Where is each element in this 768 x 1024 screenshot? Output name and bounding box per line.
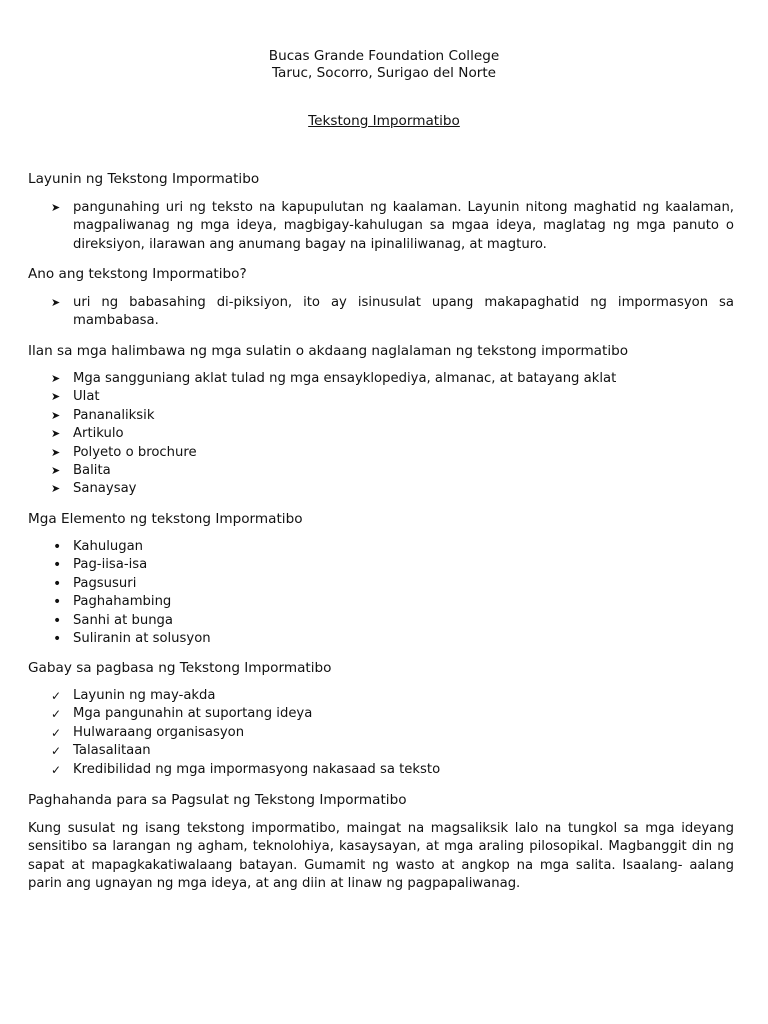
arrow-bullet-icon: ➤ [51, 408, 61, 422]
list-item: ✓ Mga pangunahin at suportang ideya [28, 705, 734, 723]
list-item: ➤ uri ng babasahing di-piksiyon, ito ay isinusulat upang makapaghatid ng impormasyon sa mambabasa. [51, 295, 734, 329]
section-heading: Paghahanda para sa Pagsulat ng Tekstong Impormatibo [28, 792, 407, 808]
section-halimbawa [28, 342, 734, 499]
section-heading: Mga Elemento ng tekstong Impormatibo [28, 511, 303, 527]
arrow-bullet-icon: ➤ [51, 201, 61, 214]
list-item: • Paghahambing [53, 594, 172, 611]
list-item: ✓ Talasalitaan [28, 742, 734, 760]
document-title: Tekstong Impormatibo [308, 113, 460, 129]
check-bullet-icon: ✓ [51, 762, 62, 777]
list-item: ➤ Sanaysay [28, 480, 734, 498]
section-heading: Layunin ng Tekstong Impormatibo [28, 171, 260, 187]
body-paragraph: Kung susulat ng isang tekstong impormatibo, maingat na magsaliksik lalo na tungkol sa mga ideyang sensitibo sa larangan ng agham, teknolohiya, kasaysayan, at mga araling pilosopikal. Magbanggit din ng sapat at mapagkakatiwalaang batayan. Gumamit ng wasto at angkop na mga salita. Isaalang- aalang parin ang ugnayan ng mga ideya, at ang diin at linaw ng pagpapaliwanag. [28, 821, 734, 892]
dot-bullet-icon: • [53, 539, 62, 555]
list-item: ➤ pangunahing uri ng teksto na kapupulutan ng kaalaman. Layunin nitong maghatid ng kaalaman, magpaliwanag ng mga ideya, magbigay-kahulugan sa mgaa ideya, maglatag ng mga panuto o direksiyon, ilarawan ang anumang bagay na ipinaliliwanag, at magturo. [51, 200, 734, 252]
section-elemento [28, 510, 734, 648]
check-bullet-icon: ✓ [51, 725, 62, 740]
elemento-list [28, 538, 734, 648]
gabay-list [28, 687, 734, 779]
arrow-bullet-icon: ➤ [51, 464, 61, 478]
dot-bullet-icon: • [53, 594, 62, 611]
list-item: • Pag-iisa-isa [53, 557, 148, 574]
list-item: ➤ Artikulo [28, 425, 734, 443]
section-ano [28, 265, 734, 331]
institution-name: Bucas Grande Foundation College [268, 48, 500, 64]
list-item: • Pagsusuri [53, 575, 137, 592]
list-item: ➤ Ulat [28, 388, 734, 406]
section-heading: Gabay sa pagbasa ng Tekstong Impormatibo [28, 660, 332, 676]
arrow-bullet-icon: ➤ [51, 427, 61, 441]
halimbawa-list [28, 370, 734, 499]
section-gabay [28, 659, 734, 779]
dot-bullet-icon: • [53, 575, 62, 592]
list-item: • Kahulugan [53, 539, 144, 555]
check-bullet-icon: ✓ [51, 744, 62, 759]
institution-header [0, 48, 768, 82]
list-item: ➤ Pananaliksik [28, 407, 734, 425]
section-paghahanda [28, 791, 734, 894]
dot-bullet-icon: • [53, 557, 62, 574]
list-item: ➤ Mga sangguniang aklat tulad ng mga ensayklopediya, almanac, at batayang aklat [28, 370, 734, 388]
section-layunin [28, 170, 734, 254]
list-item: ➤ Polyeto o brochure [28, 444, 734, 462]
list-item: ✓ Layunin ng may-akda [28, 687, 734, 705]
list-item: ➤ Balita [28, 462, 734, 480]
list-item: • Sanhi at bunga [53, 612, 174, 629]
arrow-bullet-icon: ➤ [51, 482, 61, 496]
dot-bullet-icon: • [53, 631, 62, 648]
check-bullet-icon: ✓ [51, 689, 62, 703]
arrow-bullet-icon: ➤ [51, 372, 61, 385]
institution-address: Taruc, Socorro, Surigao del Norte [271, 65, 497, 81]
list-item: • Suliranin at solusyon [53, 631, 211, 648]
section-heading: Ano ang tekstong Impormatibo? [28, 266, 247, 282]
section-heading: Ilan sa mga halimbawa ng mga sulatin o akdaang naglalaman ng tekstong impormatibo [28, 343, 629, 359]
ano-list [28, 294, 734, 331]
list-item: ✓ Hulwaraang organisasyon [28, 724, 734, 742]
arrow-bullet-icon: ➤ [51, 445, 61, 459]
dot-bullet-icon: • [53, 612, 62, 629]
check-bullet-icon: ✓ [51, 707, 62, 722]
arrow-bullet-icon: ➤ [51, 296, 61, 309]
layunin-list [28, 199, 734, 254]
arrow-bullet-icon: ➤ [51, 390, 61, 404]
list-item: ✓ Kredibilidad ng mga impormasyong nakasaad sa teksto [28, 761, 734, 779]
